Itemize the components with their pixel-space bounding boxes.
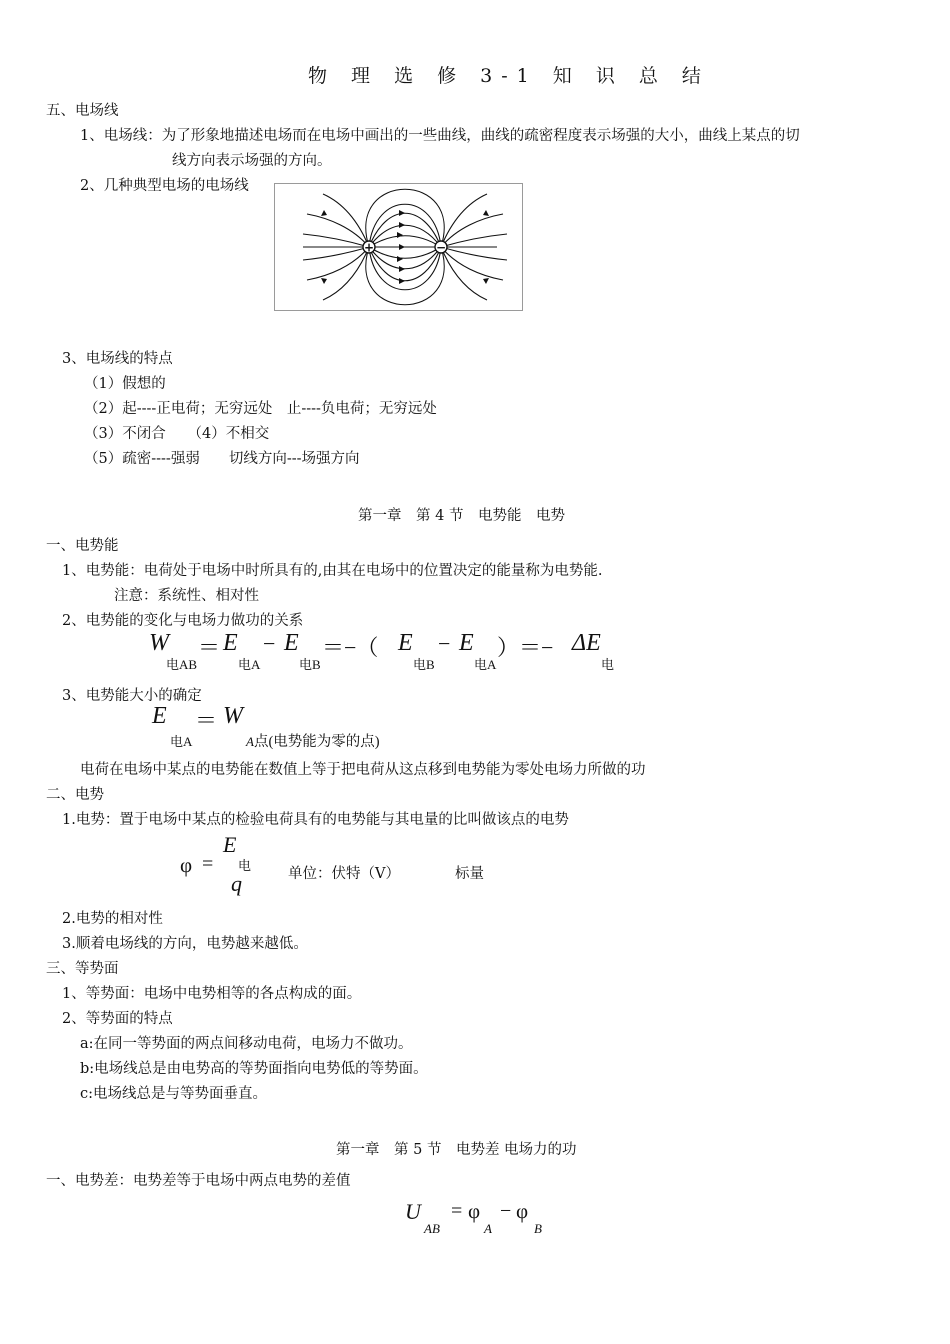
positive-charge-label: + [363,240,375,255]
eq-operator: ＝ [198,635,221,660]
list-item: 2、几种典型电场的电场线 [80,178,249,194]
section-heading: 三、等势面 [46,961,119,977]
eq-symbol: ΔE [572,630,601,656]
negative-charge-label: − [435,240,447,255]
eq-symbol: W [149,630,169,656]
chapter-header: 第一章 第 5 节 电势差 电场力的功 [336,1142,577,1158]
definition-line: 1、电势能：电荷处于电场中时所具有的,由其在电场中的位置决定的能量称为电势能. [62,563,603,579]
eq-operator: = [451,1200,463,1222]
page-title: 物 理 选 修 3-1 知 识 总 结 [308,65,710,87]
eq-subscript: 电A [170,734,193,749]
eq-subscript: 电 [238,858,252,873]
eq-operator: = [202,853,214,875]
note-line: 注意：系统性、相对性 [114,588,259,604]
list-item: 2.电势的相对性 [62,911,163,927]
eq-subscript: 电AB [166,657,198,672]
eq-symbol: φ [180,853,193,877]
eq-symbol: φ [468,1199,481,1223]
dipole-field-lines-figure [274,183,523,311]
eq-symbol: E [398,630,413,656]
eq-subscript: 电B [413,657,435,672]
feature-item: （3）不闭合 （4）不相交 [84,426,270,442]
eq-operator: − [438,631,451,656]
eq-operator: − [263,631,276,656]
eq-symbol: φ [516,1199,529,1223]
eq-symbol: W [223,703,243,729]
eq-subscript: 电B [299,657,321,672]
definition-line: 1、电场线：为了形象地描述电场而在电场中画出的一些曲线，曲线的疏密程度表示场强的大小，曲线上某点的切 [80,128,800,144]
eq-symbol: E [223,630,238,656]
eq-subscript-with-note [246,730,380,751]
list-item: 3、电场线的特点 [62,351,173,367]
definition-line-continued: 线方向表示场强的方向。 [172,153,332,169]
eq-symbol: U [405,1199,421,1224]
eq-note: 点(电势能为零的点) [253,734,380,750]
section-heading: 一、电势能 [46,538,119,554]
eq-subscript: AB [424,1221,440,1236]
paragraph: 电荷在电场中某点的电势能在数值上等于把电荷从这点移到电势能为零处电场力所做的功 [80,762,646,778]
eq-subscript: 电A [474,657,497,672]
definition-line: 1.电势：置于电场中某点的检验电荷具有的电势能与其电量的比叫做该点的电势 [62,812,569,828]
list-item: 2、等势面的特点 [62,1011,173,1027]
feature-item: c:电场线总是与等势面垂直。 [80,1086,268,1102]
scalar-label: 标量 [455,866,484,882]
feature-item: a:在同一等势面的两点间移动电荷，电场力不做功。 [80,1036,413,1052]
eq-operator: ＝ [195,708,218,733]
eq-subscript: A [484,1221,492,1236]
section-heading: 一、电势差：电势差等于电场中两点电势的差值 [46,1173,351,1189]
chapter-header: 第一章 第 4 节 电势能 电势 [358,508,565,524]
section-heading: 二、电势 [46,787,104,803]
unit-label: 单位：伏特（V） [288,866,400,882]
eq-denominator: q [231,871,242,896]
eq-subscript: B [534,1221,542,1236]
eq-operator: ＝−（ [322,635,379,660]
list-item: 2、电势能的变化与电场力做功的关系 [62,613,304,629]
feature-item: （2）起----正电荷；无穷远处 止----负电荷；无穷远处 [84,401,437,417]
eq-subscript: 电A [238,657,261,672]
eq-symbol: E [459,630,474,656]
eq-operator: ）＝− [497,635,554,660]
section-heading: 五、电场线 [46,103,119,119]
list-item: 3.顺着电场线的方向，电势越来越低。 [62,936,308,952]
eq-subscript: A [246,734,254,749]
eq-operator: − [500,1200,512,1222]
dipole-field-lines-diagram [275,184,522,310]
definition-line: 1、等势面：电场中电势相等的各点构成的面。 [62,986,362,1002]
eq-symbol: E [152,703,167,729]
feature-item: （5）疏密----强弱 切线方向---场强方向 [84,451,360,467]
eq-symbol: E [284,630,299,656]
feature-item: （1）假想的 [84,376,166,392]
eq-subscript: 电 [601,657,615,672]
feature-item: b:电场线总是由电势高的等势面指向电势低的等势面。 [80,1061,428,1077]
list-item: 3、电势能大小的确定 [62,688,202,704]
eq-numerator: E [223,832,237,857]
